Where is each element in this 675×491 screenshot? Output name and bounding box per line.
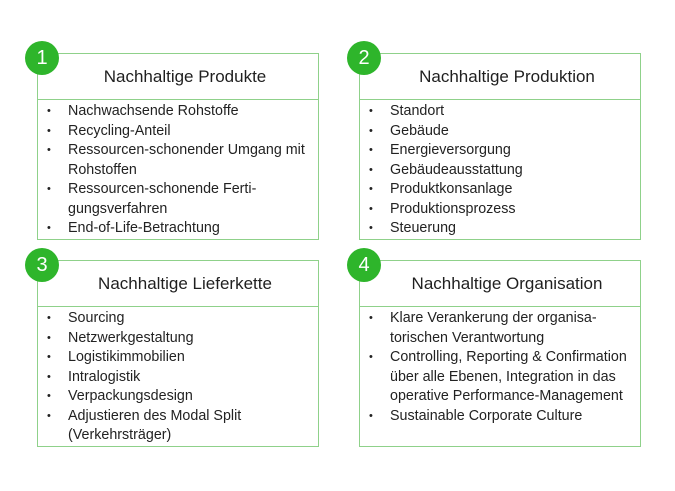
number-badge-4: 4 (347, 248, 381, 282)
list-item: • Gebäude (360, 122, 640, 142)
item-list (360, 102, 640, 239)
card-supply-chain (37, 260, 319, 447)
list-item: • Sustainable Corporate Culture (360, 407, 640, 427)
item-list (38, 309, 318, 446)
card-title: Nachhaltige Produktion (360, 54, 640, 100)
list-item: • Logistikimmobilien (38, 348, 318, 368)
number-badge-3: 3 (25, 248, 59, 282)
list-item: • Energieversorgung (360, 141, 640, 161)
number-badge-2: 2 (347, 41, 381, 75)
card-title: Nachhaltige Produkte (38, 54, 318, 100)
item-list (360, 309, 640, 426)
list-item: • Controlling, Reporting & Confirmation über alle Ebenen, Integration in das operative Performance-Management (360, 348, 640, 407)
list-item: • Steuerung (360, 219, 640, 239)
list-item: • Recycling-Anteil (38, 122, 318, 142)
list-item: • Gebäudeausstattung (360, 161, 640, 181)
list-item: • End-of-Life-Betrachtung (38, 219, 318, 239)
list-item: • Intralogistik (38, 368, 318, 388)
list-item: • Klare Verankerung der organisa-torischen Verantwortung (360, 309, 640, 348)
card-production (359, 53, 641, 240)
list-item: • Netzwerkgestaltung (38, 329, 318, 349)
list-item: • Sourcing (38, 309, 318, 329)
list-item: • Adjustieren des Modal Split (Verkehrsträger) (38, 407, 318, 446)
list-item: • Produktionsprozess (360, 200, 640, 220)
list-item: • Verpackungsdesign (38, 387, 318, 407)
list-item: • Nachwachsende Rohstoffe (38, 102, 318, 122)
card-title: Nachhaltige Lieferkette (38, 261, 318, 307)
item-list (38, 102, 318, 239)
list-item: • Ressourcen-schonender Umgang mit Rohstoffen (38, 141, 318, 180)
list-item: • Standort (360, 102, 640, 122)
number-badge-1: 1 (25, 41, 59, 75)
card-organisation (359, 260, 641, 447)
list-item: • Ressourcen-schonende Ferti-gungsverfahren (38, 180, 318, 219)
card-products (37, 53, 319, 240)
card-title: Nachhaltige Organisation (360, 261, 640, 307)
list-item: • Produktkonsanlage (360, 180, 640, 200)
